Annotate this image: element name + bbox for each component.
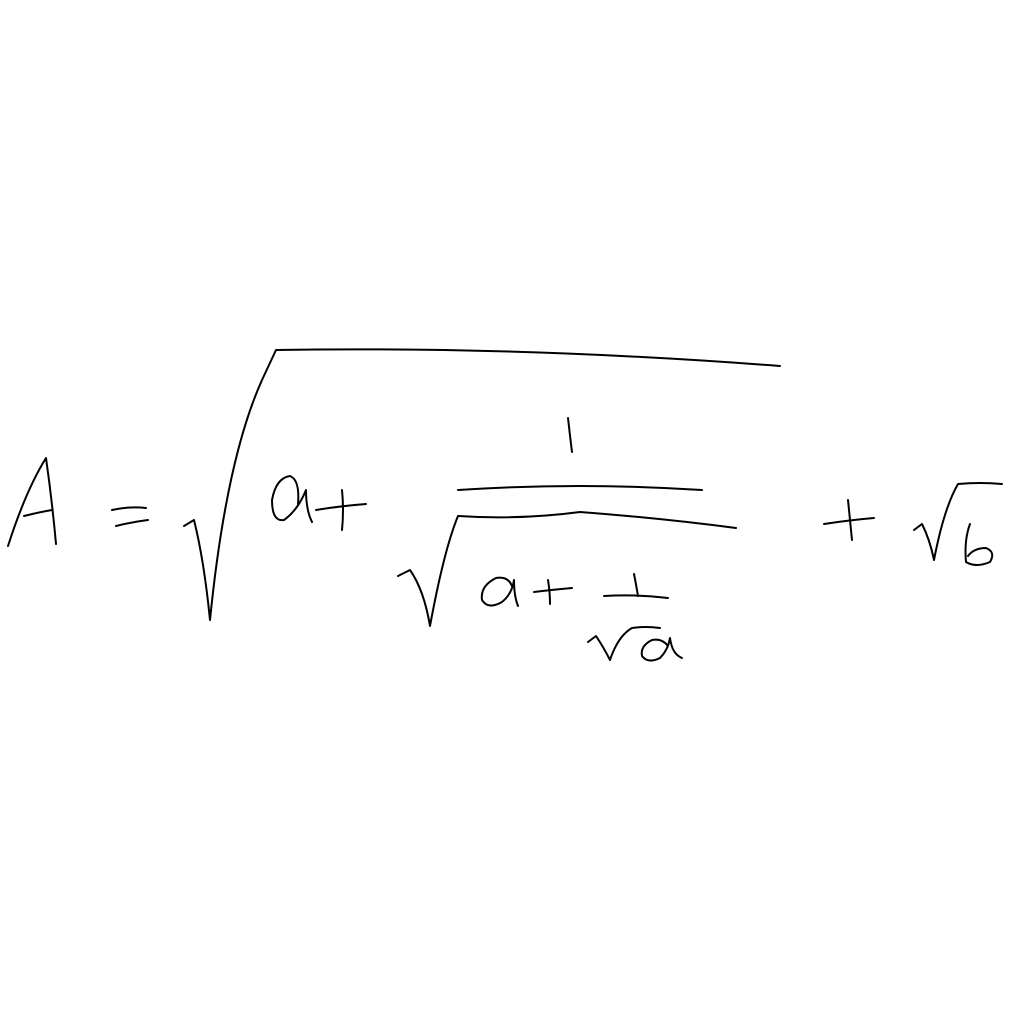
middle-a-plus bbox=[482, 578, 572, 606]
equals-sign bbox=[112, 507, 148, 526]
letter-A bbox=[8, 458, 56, 546]
outer-sqrt bbox=[184, 349, 780, 620]
numerator-one bbox=[568, 418, 572, 452]
outer-a-plus bbox=[272, 476, 366, 530]
inner-fraction bbox=[604, 574, 668, 598]
sqrt-b bbox=[914, 483, 1002, 565]
middle-sqrt bbox=[398, 512, 736, 626]
inner-sqrt-a bbox=[588, 627, 682, 661]
fraction-bar bbox=[458, 486, 702, 490]
plus-sign bbox=[824, 500, 874, 540]
